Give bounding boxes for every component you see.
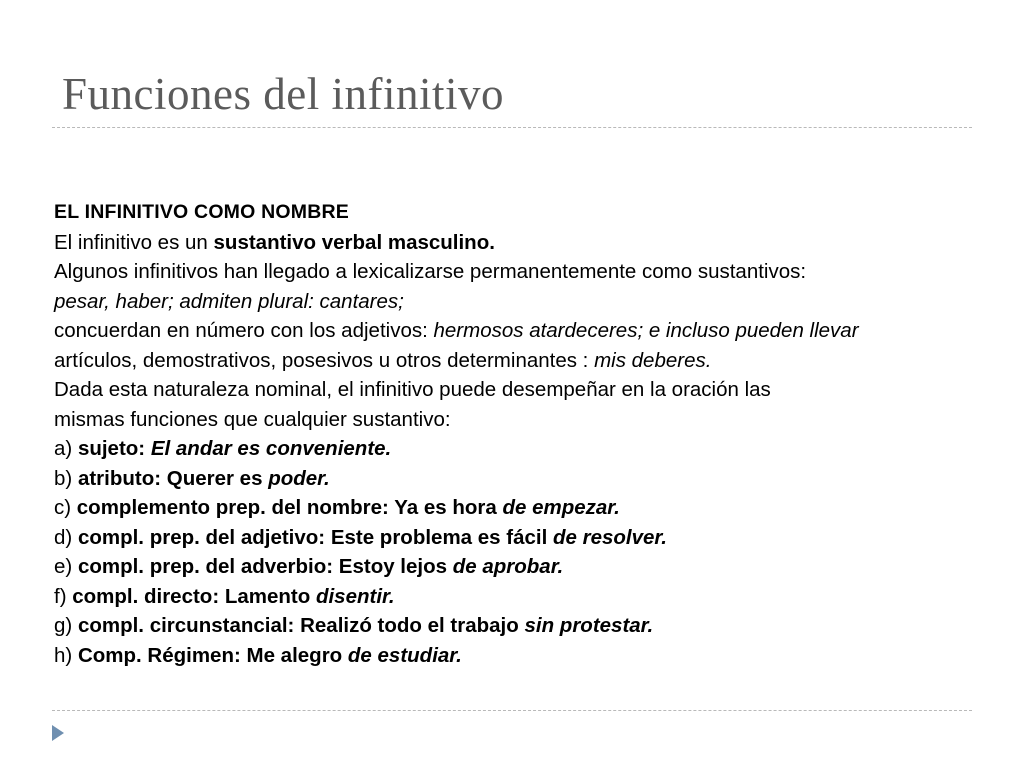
item-label: Comp. Régimen: Me alegro bbox=[77, 643, 348, 667]
paragraph-examples bbox=[54, 287, 1004, 317]
function-item-b bbox=[54, 464, 1004, 494]
item-letter: f) bbox=[54, 584, 73, 608]
item-example: sin protestar. bbox=[524, 614, 654, 637]
item-example: disentir. bbox=[315, 584, 395, 608]
emphasis: sustantivo verbal masculino. bbox=[213, 230, 495, 254]
function-item-f bbox=[54, 582, 1004, 612]
item-example: de resolver. bbox=[553, 525, 667, 549]
paragraph-functions: mismas funciones que cualquier sustantivo: bbox=[54, 407, 451, 431]
bullet-arrow-icon bbox=[52, 725, 64, 741]
item-letter: e) bbox=[54, 555, 78, 578]
slide-body bbox=[54, 198, 1004, 670]
paragraph-definition bbox=[54, 228, 1004, 258]
function-item-c bbox=[54, 493, 1004, 523]
text: El infinitivo es un bbox=[54, 230, 214, 254]
item-letter: a) bbox=[54, 437, 78, 460]
example-text: hermosos atardeceres; e incluso pueden llevar bbox=[433, 319, 859, 342]
paragraph-determiners bbox=[54, 346, 1004, 376]
item-letter: b) bbox=[54, 466, 78, 490]
examples-text: pesar, haber; admiten plural: cantares; bbox=[54, 289, 404, 313]
function-item-a bbox=[54, 434, 1004, 464]
item-letter: d) bbox=[54, 525, 78, 549]
function-item-e bbox=[54, 552, 1004, 582]
item-letter: g) bbox=[54, 614, 78, 637]
title-divider bbox=[52, 127, 972, 128]
slide-title: Funciones del infinitivo bbox=[62, 69, 504, 119]
example-text: mis deberes. bbox=[594, 348, 712, 372]
item-label: atributo: Querer es bbox=[77, 466, 269, 490]
function-item-g bbox=[54, 611, 1004, 641]
text: concuerdan en número con los adjetivos: bbox=[54, 319, 434, 342]
item-label: compl. directo: Lamento bbox=[72, 584, 316, 608]
paragraph-nominal: Dada esta naturaleza nominal, el infinitivo puede desempeñar en la oración las bbox=[54, 378, 771, 401]
item-letter: h) bbox=[54, 643, 78, 667]
footer-divider bbox=[52, 710, 972, 711]
item-label: complemento prep. del nombre: Ya es hora bbox=[76, 496, 503, 519]
item-letter: c) bbox=[54, 496, 77, 519]
item-example: de empezar. bbox=[502, 496, 620, 519]
text: artículos, demostrativos, posesivos u otros determinantes : bbox=[54, 348, 595, 372]
item-example: poder. bbox=[268, 466, 330, 490]
paragraph-lexicalized: Algunos infinitivos han llegado a lexicalizarse permanentemente como sustantivos: bbox=[54, 260, 807, 283]
item-label: compl. prep. del adjetivo: Este problema es fácil bbox=[77, 525, 553, 549]
item-label: compl. prep. del adverbio: Estoy lejos bbox=[77, 555, 453, 578]
item-label: sujeto: bbox=[77, 437, 151, 460]
section-heading: EL INFINITIVO COMO NOMBRE bbox=[54, 201, 349, 223]
paragraph-agreement bbox=[54, 316, 1004, 346]
item-example: de aprobar. bbox=[452, 555, 564, 578]
function-item-d bbox=[54, 523, 1004, 553]
function-item-h bbox=[54, 641, 1004, 671]
item-label: compl. circunstancial: Realizó todo el trabajo bbox=[77, 614, 525, 637]
item-example: de estudiar. bbox=[347, 643, 462, 667]
item-example: El andar es conveniente. bbox=[150, 437, 392, 460]
